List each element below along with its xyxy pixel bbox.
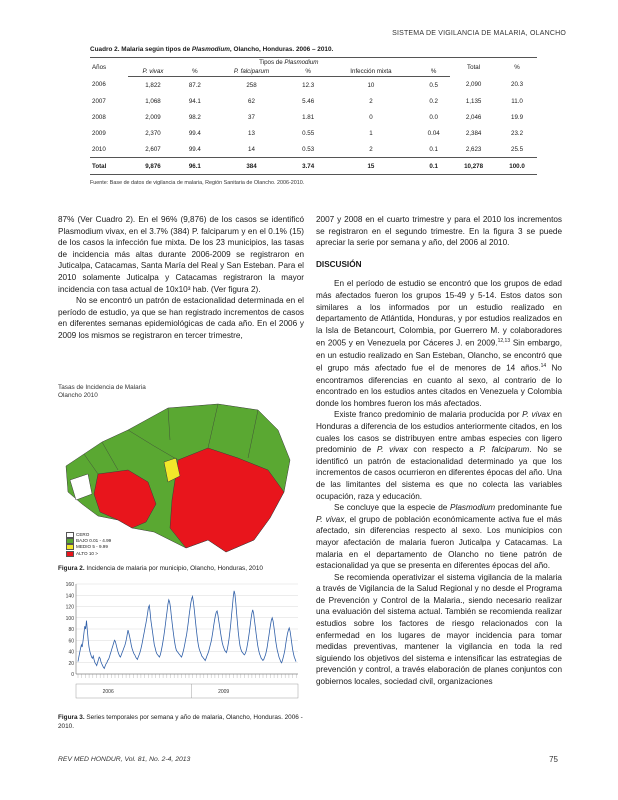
table-cell: 0.1 (429, 145, 438, 153)
table-cell: 0.5 (429, 81, 438, 89)
table-cell: 94.1 (188, 97, 201, 105)
table-cell: 20.3 (511, 81, 524, 89)
y-tick-label: 0 (71, 672, 74, 678)
table-cell: 0.1 (417, 158, 450, 175)
col-sub: % (292, 67, 325, 77)
table-cell: 14 (248, 145, 255, 153)
table-cell: 10,278 (450, 158, 497, 175)
table-cell: 2010 (92, 145, 106, 153)
table-row (90, 141, 537, 158)
table-cell: 5.46 (302, 97, 315, 105)
table-cell: 62 (248, 97, 255, 105)
table-cell: 384 (211, 158, 291, 175)
table-block (90, 46, 537, 186)
table-cell: 1,135 (465, 97, 482, 105)
table-cell: 100.0 (497, 158, 537, 175)
table-cell: 0.04 (427, 129, 440, 137)
y-tick-label: 100 (65, 615, 74, 622)
table-cell: 2,046 (465, 113, 482, 121)
year-label: 2006 (102, 689, 114, 695)
y-tick-label: 60 (68, 638, 74, 645)
paragraph: Se recomienda operativizar el sistema vigilancia de la malaria a través de Vigilancia de la Salud Regional y no desde el Programa de Prevención y Control de la Malaria., siendo necesario realizar una evaluación del sistema actual. También se recomienda realizar estudios sobre los factores de riesgo relacionados con la enfermedad en los lugares de mayor incidencia para tomar medidas preventivas, mantener la vigilancia en toda la red siguiendo los objetivos del sistema e intensificar las estrategias de prevención y control, a través elaboración de planes conjuntos con gobiernos locales, sociedad civil, organizaciones (316, 572, 562, 687)
left-text (58, 214, 304, 342)
table-row (90, 93, 537, 109)
col-total-pct: % (497, 58, 537, 77)
table-row (90, 109, 537, 125)
y-tick-label: 40 (68, 649, 74, 656)
table-cell: 96.1 (178, 158, 211, 175)
paragraph: No se encontró un patrón de estacionalidad determinada en el período de estudio, ya que se han registrado incrementos de casos en diferentes semanas epidemiológicas de cada año. En el 2006 y 2009 los mismos se registraron en tercer trimestre, (58, 296, 304, 340)
table-cell: 0.55 (302, 129, 315, 137)
table-cell: 0.2 (429, 97, 438, 105)
table-cell: 15 (325, 158, 418, 175)
table-cell: 9,876 (128, 158, 179, 175)
table-cell: 2,009 (145, 113, 161, 121)
table-cell: 1 (369, 129, 373, 137)
table-cell: 2009 (92, 129, 106, 137)
col-sub: % (178, 67, 211, 77)
journal-footer: REV MED HONDUR, Vol. 81, No. 2-4, 2013 (58, 756, 191, 763)
figure-2-caption: Figura 2. Incidencia de malaria por municipio, Olancho, Honduras, 2010 (58, 565, 263, 572)
col-anos: Años (90, 58, 128, 77)
table-cell: 2007 (92, 97, 106, 105)
year-label: 2009 (218, 689, 230, 695)
col-sub: % (417, 67, 450, 77)
table-cell: 2,623 (465, 145, 482, 153)
page-number: 75 (549, 755, 558, 764)
table-cell: 13 (248, 129, 255, 137)
col-group: Tipos de Plasmodium (128, 58, 451, 68)
y-tick-label: 160 (65, 582, 74, 588)
running-header: SISTEMA DE VIGILANCIA DE MALARIA, OLANCHO (392, 30, 566, 37)
table-cell: 2,384 (465, 129, 482, 137)
table-cell: 1,068 (145, 97, 161, 105)
legend-item: MEDIO 5 - 9.99 (66, 544, 111, 550)
table-cell: 2,370 (145, 129, 161, 137)
map-legend (66, 532, 111, 557)
table-cell: 2008 (92, 113, 106, 121)
section-heading: DISCUSIÓN (316, 259, 362, 269)
table-caption: Cuadro 2. Malaria según tipos de Plasmodium, Olancho, Honduras. 2006 – 2010. (90, 46, 334, 53)
table-cell: 2 (369, 97, 373, 105)
paragraph: Existe franco predominio de malaria producida por P. vivax en Honduras a diferencia de los estudios anteriormente citados, en los cuales los casos se distribuyen entre ambas especies con ligero predominio de P. vivax con respecto a P. falciparum. No se identificó un patrón de estacionalidad determinado ya que los incrementos de casos ocurrieron en diferentes épocas del año. Una de las limitantes del sistema es que no colecta las variables ocupación, raza y educación. (316, 410, 562, 501)
table-row (90, 77, 537, 94)
table-cell: 2006 (92, 81, 106, 89)
col-total: Total (450, 58, 497, 77)
table-cell: 1.81 (302, 113, 315, 121)
table-cell: 2 (369, 145, 373, 153)
table-cell: 11.0 (511, 97, 523, 105)
table-cell: Total (90, 158, 128, 175)
table-cell: 0.53 (302, 145, 315, 153)
table-cell: 12.3 (302, 81, 315, 89)
y-tick-label: 120 (65, 604, 74, 611)
table-cell: 258 (246, 81, 257, 89)
table-total-row (90, 158, 537, 175)
timeseries-chart (58, 578, 304, 708)
legend-item: CERO (66, 532, 111, 538)
table-cell: 0 (369, 113, 373, 121)
table-cell: 99.4 (188, 145, 201, 153)
malaria-table (90, 57, 537, 175)
series-line (78, 591, 296, 669)
y-tick-label: 80 (68, 627, 74, 633)
col-sub: P. falciparum (211, 67, 291, 77)
table-row (90, 125, 537, 141)
legend-item: ALTO 10 > (66, 551, 111, 557)
col-sub: Infección mixta (325, 67, 418, 77)
col-sub: P. vivax (128, 67, 179, 77)
map-title: Tasas de Incidencia de Malaria Olancho 2010 (58, 384, 146, 399)
table-cell: 10 (367, 81, 375, 89)
table-cell: 1,822 (145, 81, 161, 89)
figure-3-caption: Figura 3. Series temporales por semana y año de malaria, Olancho, Honduras. 2006 - 2010. (58, 714, 303, 730)
table-cell: 2,607 (145, 145, 161, 153)
table-cell: 0.0 (429, 113, 438, 121)
table-cell: 2,090 (465, 81, 482, 89)
right-text (316, 214, 562, 688)
y-tick-label: 140 (65, 593, 74, 600)
table-cell: 87.2 (188, 81, 201, 89)
paragraph: Se concluye que la especie de Plasmodium predominante fue P. vivax, el grupo de población económicamente activa fue el más afectado, sin diferencias respecto al sexo. Los municipios con mayor afectación de malaria fueron Juticalpa y Catacamas. La malaria en el departamento de Olancho no tiene patrón de estacionalidad ya que se presenta en diferentes épocas del año. (316, 503, 563, 571)
paragraph: En el período de estudio se encontró que los grupos de edad más afectados fueron los grupos 15-49 y 5-14. Estos datos son similares a los informados por un estudio realizado en departamento de Atlántida, Honduras, y por estudios realizados en la Isla de Betancourt, Colombia, por Guerrero M. y colaboradores en 2005 y en Venezuela por Cáceres J. en 2009.$^{12,13}$ Sin embargo, en un estudio realizado en San Esteban, Olancho, se encontró que el grupo más afectado fue el de menores de 14 años.$^{14}$ No encontramos diferencias en cuanto al sexo, al contrario de lo encontrado en los estudios antes citados en Venezuela y Colombia donde los hombres fueron los más afectados. (316, 279, 562, 408)
table-cell: 98.2 (188, 113, 201, 121)
table-cell: 3.74 (292, 158, 325, 175)
legend-item: BAJO 0.01 - 4.99 (66, 538, 111, 544)
table-cell: 99.4 (188, 129, 201, 137)
table-cell: 23.2 (511, 129, 524, 137)
table-cell: 37 (248, 113, 255, 121)
table-footnote: Fuente: Base de datos de vigilancia de malaria, Región Sanitaria de Olancho. 2006-2010. (90, 180, 305, 186)
table-cell: 25.5 (511, 145, 524, 153)
paragraph: 87% (Ver Cuadro 2). En el 96% (9,876) de los casos se identificó Plasmodium vivax, en el 3.7% (384) P. falciparum y en el 0.1% (15) de los casos la infección fue mixta. De los 23 municipios, las tasas de incidencia más altas durante 2006-2009 se registraron en Juticalpa, Catacamas, Santa María del Real y San Esteban. Para el 2010 solamente Juticalpa y Catacamas registraron la mayor incidencia con tasa actual de 10x10³ hab. (Ver figura 2). (58, 215, 304, 294)
paragraph: 2007 y 2008 en el cuarto trimestre y para el 2010 los incrementos se registraron en el segundo trimestre. En la figura 3 se puede apreciar la serie por semana y año, del 2006 al 2010. (316, 215, 562, 248)
table-cell: 19.9 (511, 113, 524, 121)
y-tick-label: 20 (68, 660, 74, 667)
